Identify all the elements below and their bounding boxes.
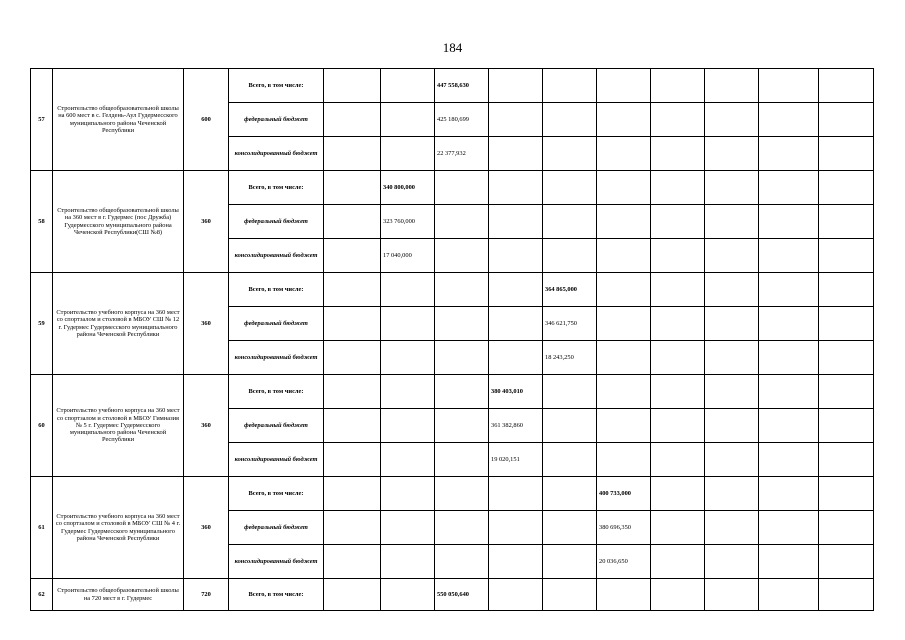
- empty-cell: [324, 171, 381, 205]
- empty-cell: [651, 409, 705, 443]
- empty-cell: [543, 239, 597, 273]
- empty-cell: [705, 477, 759, 511]
- empty-cell: [759, 69, 819, 103]
- empty-cell: [489, 579, 543, 611]
- empty-cell: [543, 443, 597, 477]
- empty-cell: [597, 341, 651, 375]
- table-row: [31, 273, 874, 307]
- funding-source-consolidated: консолидированный бюджет: [229, 341, 324, 375]
- funding-source-total: Всего, в том числе:: [229, 375, 324, 409]
- empty-cell: [651, 307, 705, 341]
- empty-cell: [759, 239, 819, 273]
- capacity: 600: [184, 69, 229, 171]
- empty-cell: [489, 545, 543, 579]
- empty-cell: [435, 511, 489, 545]
- empty-cell: [651, 443, 705, 477]
- empty-cell: [435, 545, 489, 579]
- funding-value: 447 558,630: [435, 69, 489, 103]
- empty-cell: [489, 477, 543, 511]
- empty-cell: [759, 375, 819, 409]
- funding-value: 400 733,000: [597, 477, 651, 511]
- empty-cell: [597, 69, 651, 103]
- empty-cell: [324, 443, 381, 477]
- empty-cell: [435, 307, 489, 341]
- empty-cell: [489, 205, 543, 239]
- capacity: 360: [184, 171, 229, 273]
- empty-cell: [819, 103, 874, 137]
- empty-cell: [705, 545, 759, 579]
- empty-cell: [489, 307, 543, 341]
- empty-cell: [759, 171, 819, 205]
- empty-cell: [705, 239, 759, 273]
- object-name: Строительство общеобразовательной школы на 720 мест в г. Гудермес: [53, 579, 184, 611]
- empty-cell: [324, 273, 381, 307]
- funding-source-consolidated: консолидированный бюджет: [229, 443, 324, 477]
- row-number: 59: [31, 273, 53, 375]
- capacity: 720: [184, 579, 229, 611]
- empty-cell: [651, 545, 705, 579]
- table-row: [31, 579, 874, 611]
- empty-cell: [381, 409, 435, 443]
- funding-source-consolidated: консолидированный бюджет: [229, 239, 324, 273]
- empty-cell: [819, 477, 874, 511]
- empty-cell: [759, 545, 819, 579]
- empty-cell: [489, 137, 543, 171]
- empty-cell: [543, 69, 597, 103]
- empty-cell: [324, 341, 381, 375]
- empty-cell: [759, 409, 819, 443]
- object-name: Строительство учебного корпуса на 360 мест со спортзалом и столовой в МБОУ СШ № 4 г. Гудермес Гудермесского муниципального района Чеченской Республики: [53, 477, 184, 579]
- empty-cell: [597, 103, 651, 137]
- funding-value: 380 403,010: [489, 375, 543, 409]
- funding-value: 380 696,350: [597, 511, 651, 545]
- empty-cell: [705, 103, 759, 137]
- empty-cell: [381, 579, 435, 611]
- funding-source-total: Всего, в том числе:: [229, 273, 324, 307]
- empty-cell: [324, 511, 381, 545]
- empty-cell: [597, 205, 651, 239]
- empty-cell: [489, 511, 543, 545]
- empty-cell: [435, 477, 489, 511]
- funding-value: 19 020,151: [489, 443, 543, 477]
- empty-cell: [597, 409, 651, 443]
- empty-cell: [543, 103, 597, 137]
- funding-source-consolidated: консолидированный бюджет: [229, 137, 324, 171]
- empty-cell: [759, 137, 819, 171]
- empty-cell: [543, 409, 597, 443]
- empty-cell: [651, 239, 705, 273]
- funding-value: 18 243,250: [543, 341, 597, 375]
- empty-cell: [759, 205, 819, 239]
- row-number: 57: [31, 69, 53, 171]
- empty-cell: [435, 341, 489, 375]
- empty-cell: [651, 137, 705, 171]
- row-number: 58: [31, 171, 53, 273]
- funding-value: 346 621,750: [543, 307, 597, 341]
- funding-source-federal: федеральный бюджет: [229, 205, 324, 239]
- empty-cell: [819, 239, 874, 273]
- empty-cell: [435, 273, 489, 307]
- empty-cell: [324, 69, 381, 103]
- funding-source-federal: федеральный бюджет: [229, 409, 324, 443]
- funding-value: 425 180,699: [435, 103, 489, 137]
- funding-source-federal: федеральный бюджет: [229, 511, 324, 545]
- empty-cell: [819, 545, 874, 579]
- empty-cell: [705, 137, 759, 171]
- table-row: [31, 69, 874, 103]
- empty-cell: [705, 511, 759, 545]
- empty-cell: [759, 443, 819, 477]
- empty-cell: [324, 307, 381, 341]
- empty-cell: [705, 307, 759, 341]
- empty-cell: [819, 375, 874, 409]
- page-number: 184: [442, 40, 463, 55]
- empty-cell: [705, 375, 759, 409]
- empty-cell: [543, 171, 597, 205]
- empty-cell: [435, 171, 489, 205]
- empty-cell: [489, 171, 543, 205]
- empty-cell: [381, 137, 435, 171]
- empty-cell: [543, 511, 597, 545]
- empty-cell: [819, 137, 874, 171]
- empty-cell: [651, 69, 705, 103]
- funding-value: 364 865,000: [543, 273, 597, 307]
- empty-cell: [819, 511, 874, 545]
- empty-cell: [819, 443, 874, 477]
- empty-cell: [651, 511, 705, 545]
- empty-cell: [381, 443, 435, 477]
- row-number: 60: [31, 375, 53, 477]
- empty-cell: [381, 307, 435, 341]
- empty-cell: [597, 273, 651, 307]
- empty-cell: [819, 341, 874, 375]
- empty-cell: [705, 443, 759, 477]
- table-row: [31, 375, 874, 409]
- empty-cell: [435, 239, 489, 273]
- row-number: 61: [31, 477, 53, 579]
- empty-cell: [324, 375, 381, 409]
- empty-cell: [705, 171, 759, 205]
- empty-cell: [381, 511, 435, 545]
- object-name: Строительство учебного корпуса на 360 мест со спортзалом и столовой в МБОУ СШ № 12 г. Гудермес Гудермесского муниципального района Чеченской Республики: [53, 273, 184, 375]
- budget-table: [30, 68, 874, 611]
- empty-cell: [489, 103, 543, 137]
- empty-cell: [819, 171, 874, 205]
- empty-cell: [324, 579, 381, 611]
- funding-source-consolidated: консолидированный бюджет: [229, 545, 324, 579]
- empty-cell: [759, 307, 819, 341]
- capacity: 360: [184, 477, 229, 579]
- object-name: Строительство общеобразовательной школы на 600 мест в с. Гелдень-Аул Гудермесского муниципального района Чеченской Республики: [53, 69, 184, 171]
- funding-value: 340 800,000: [381, 171, 435, 205]
- empty-cell: [705, 69, 759, 103]
- empty-cell: [435, 375, 489, 409]
- empty-cell: [819, 409, 874, 443]
- empty-cell: [597, 307, 651, 341]
- empty-cell: [705, 341, 759, 375]
- empty-cell: [435, 205, 489, 239]
- empty-cell: [597, 137, 651, 171]
- object-name: Строительство общеобразовательной школы на 360 мест в г. Гудермес (пос Дружба) Гудермесского муниципального района Чеченской Республики(СШ №8): [53, 171, 184, 273]
- object-name: Строительство учебного корпуса на 360 мест со спортзалом и столовой в МБОУ Гимназия № 5 г. Гудермес Гудермесского муниципального района Чеченской Республики: [53, 375, 184, 477]
- funding-value: 361 382,860: [489, 409, 543, 443]
- empty-cell: [597, 239, 651, 273]
- empty-cell: [651, 477, 705, 511]
- empty-cell: [381, 341, 435, 375]
- empty-cell: [819, 307, 874, 341]
- funding-source-total: Всего, в том числе:: [229, 477, 324, 511]
- empty-cell: [324, 477, 381, 511]
- funding-source-total: Всего, в том числе:: [229, 171, 324, 205]
- empty-cell: [705, 579, 759, 611]
- empty-cell: [651, 205, 705, 239]
- empty-cell: [759, 477, 819, 511]
- table-row: [31, 171, 874, 205]
- table-row: [31, 477, 874, 511]
- empty-cell: [381, 375, 435, 409]
- empty-cell: [819, 69, 874, 103]
- empty-cell: [819, 273, 874, 307]
- empty-cell: [324, 103, 381, 137]
- empty-cell: [324, 409, 381, 443]
- capacity: 360: [184, 375, 229, 477]
- funding-value: 20 036,650: [597, 545, 651, 579]
- empty-cell: [489, 239, 543, 273]
- empty-cell: [651, 375, 705, 409]
- empty-cell: [597, 375, 651, 409]
- funding-source-total: Всего, в том числе:: [229, 579, 324, 611]
- empty-cell: [489, 273, 543, 307]
- empty-cell: [819, 579, 874, 611]
- empty-cell: [489, 341, 543, 375]
- empty-cell: [597, 443, 651, 477]
- capacity: 360: [184, 273, 229, 375]
- empty-cell: [705, 205, 759, 239]
- row-number: 62: [31, 579, 53, 611]
- empty-cell: [435, 443, 489, 477]
- empty-cell: [324, 137, 381, 171]
- empty-cell: [651, 273, 705, 307]
- empty-cell: [381, 273, 435, 307]
- empty-cell: [381, 69, 435, 103]
- empty-cell: [597, 171, 651, 205]
- empty-cell: [759, 579, 819, 611]
- empty-cell: [651, 341, 705, 375]
- empty-cell: [543, 137, 597, 171]
- empty-cell: [324, 205, 381, 239]
- funding-value: 17 040,000: [381, 239, 435, 273]
- empty-cell: [381, 103, 435, 137]
- empty-cell: [324, 239, 381, 273]
- funding-source-federal: федеральный бюджет: [229, 103, 324, 137]
- empty-cell: [435, 409, 489, 443]
- empty-cell: [381, 545, 435, 579]
- empty-cell: [543, 477, 597, 511]
- empty-cell: [819, 205, 874, 239]
- funding-source-federal: федеральный бюджет: [229, 307, 324, 341]
- funding-value: 22 377,932: [435, 137, 489, 171]
- empty-cell: [543, 375, 597, 409]
- empty-cell: [324, 545, 381, 579]
- empty-cell: [705, 409, 759, 443]
- empty-cell: [651, 579, 705, 611]
- empty-cell: [759, 273, 819, 307]
- empty-cell: [543, 579, 597, 611]
- empty-cell: [759, 103, 819, 137]
- empty-cell: [651, 171, 705, 205]
- empty-cell: [759, 511, 819, 545]
- funding-source-total: Всего, в том числе:: [229, 69, 324, 103]
- funding-value: 550 050,640: [435, 579, 489, 611]
- empty-cell: [543, 205, 597, 239]
- empty-cell: [489, 69, 543, 103]
- empty-cell: [543, 545, 597, 579]
- empty-cell: [651, 103, 705, 137]
- empty-cell: [705, 273, 759, 307]
- empty-cell: [759, 341, 819, 375]
- funding-value: 323 760,000: [381, 205, 435, 239]
- empty-cell: [597, 579, 651, 611]
- empty-cell: [381, 477, 435, 511]
